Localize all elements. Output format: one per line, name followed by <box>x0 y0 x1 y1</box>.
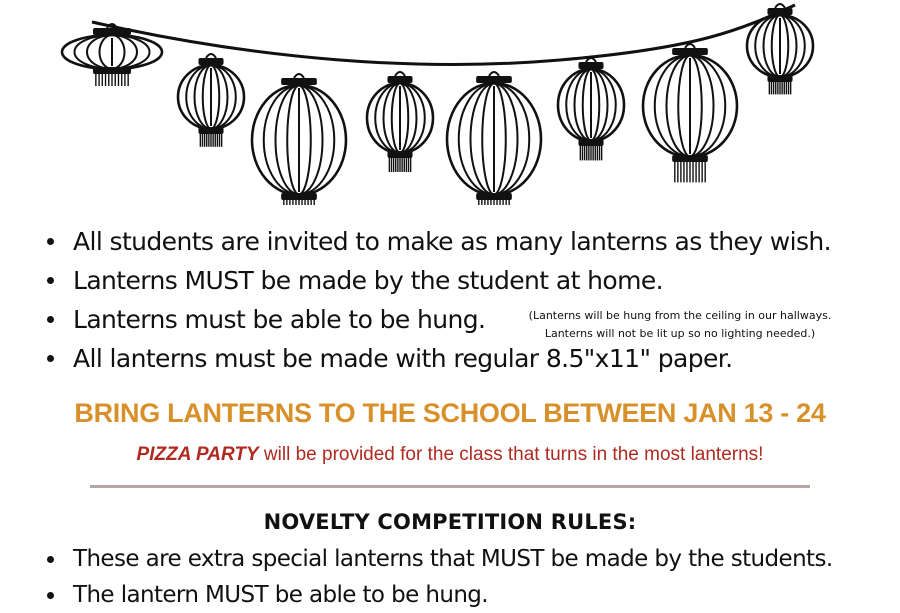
note-line: Lanterns will not be lit up so no lighting needed.) <box>544 327 816 340</box>
paper-lantern-icon <box>643 44 737 182</box>
bullet <box>47 592 54 599</box>
novelty-rule-text: These are extra special lanterns that MUST be made by the students. <box>73 546 833 572</box>
rule-item <box>44 222 831 261</box>
lantern-string-illustration <box>0 0 900 205</box>
bullet <box>47 556 54 563</box>
bullet <box>47 277 54 284</box>
bullet <box>47 355 54 362</box>
rule-text: Lanterns MUST be made by the student at home. <box>73 266 663 295</box>
note-line: (Lanterns will be hung from the ceiling in our hallways. <box>528 309 832 322</box>
paper-lantern-icon <box>447 72 541 205</box>
rule-text: Lanterns must be able to be hung. <box>73 305 486 334</box>
bring-lanterns-headline: BRING LANTERNS TO THE SCHOOL BETWEEN JAN 13 - 24 <box>74 398 826 428</box>
rules-list <box>44 222 831 378</box>
paper-lantern-icon <box>252 74 346 205</box>
pizza-party-label: PIZZA PARTY <box>136 444 259 465</box>
pizza-party-notice <box>0 444 900 466</box>
paper-lantern-icon <box>178 54 244 147</box>
novelty-rule-item <box>44 541 833 577</box>
novelty-title: NOVELTY COMPETITION RULES: <box>263 510 637 534</box>
paper-lantern-icon <box>367 72 433 172</box>
novelty-rule-item <box>44 577 833 613</box>
novelty-rule-text: The lantern MUST be able to be hung. <box>73 582 489 608</box>
rule-item <box>44 339 831 378</box>
rule-text: All students are invited to make as many lanterns as they wish. <box>73 227 831 256</box>
section-divider <box>90 485 810 488</box>
pizza-party-text: will be provided for the class that turns in the most lanterns! <box>258 444 764 465</box>
rule-text: All lanterns must be made with regular 8.5"x11" paper. <box>73 344 733 373</box>
hanging-note <box>490 307 870 343</box>
paper-lantern-icon <box>747 4 813 94</box>
bullet <box>47 238 54 245</box>
rule-item <box>44 261 831 300</box>
novelty-rules-list <box>44 541 833 613</box>
bullet <box>47 316 54 323</box>
paper-lantern-icon <box>558 58 624 160</box>
